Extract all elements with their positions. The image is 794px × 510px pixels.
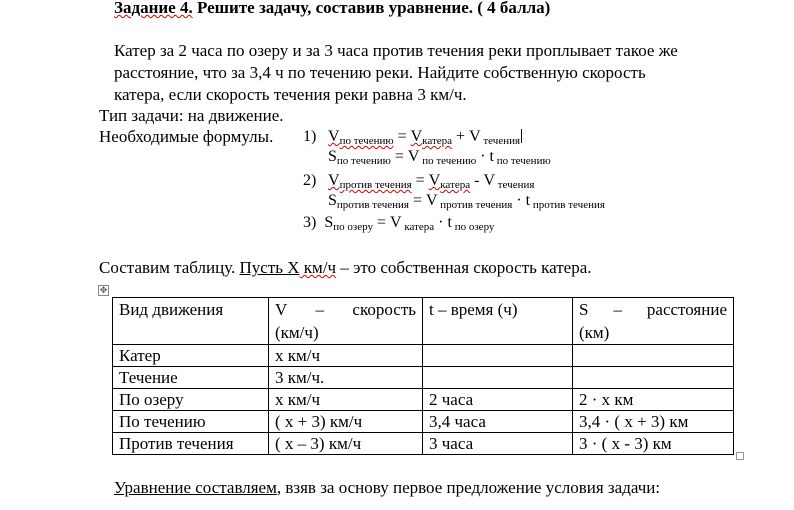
table-cell: Течение [113,367,269,389]
sub-current: течения [495,179,535,191]
sub-against-current: против течения [437,199,513,211]
table-row [113,433,734,455]
table-cell: 3,4 часа [423,411,573,433]
var-s: S [328,192,337,209]
var-t: t [525,192,531,209]
table-cell: По течению [113,411,269,433]
var-v: V [410,128,423,145]
header-distance-word: расстояние [646,300,727,319]
minus: - [470,172,484,189]
table-resize-handle[interactable] [736,452,744,460]
formula-1a [303,128,522,146]
table-intro [99,258,592,278]
var-v: V [425,192,438,209]
table-move-handle-icon[interactable]: ✥ [99,285,108,295]
table-intro-a: Составим таблицу. [99,258,240,277]
var-t: t [489,148,494,165]
formula-2b [328,192,605,210]
formula-1b [328,148,551,166]
formula-1-number: 1) [303,128,317,145]
table-cell: ( х + 3) км/ч [269,411,423,433]
var-s: S [328,148,337,165]
problem-text [114,40,730,106]
var-t: t [447,214,452,231]
task-type: Тип задачи: на движение. [99,106,284,125]
var-v: V [328,172,340,189]
footer-text [114,478,660,498]
sub-by-current: по течению [336,155,391,167]
var-v: V [483,172,495,189]
header-motion-type: Вид движения [113,298,269,345]
sub-boat: катера [401,221,435,233]
sub-boat: катера [440,179,471,191]
var-v: V [390,214,402,231]
table-cell: По озеру [113,389,269,411]
table-cell: 3,4 · ( х + 3) км [573,411,734,433]
sub-by-current: по течению [419,155,477,167]
problem-line-3: катера, если скорость течения реки равна 3 км/ч. [114,85,467,104]
formula-2-number: 2) [303,172,317,189]
table-header-row [113,298,734,345]
header-distance-unit: (км) [579,323,610,342]
header-speed-v: V [275,300,288,319]
equals: = [393,128,411,145]
table-cell [573,367,734,389]
sub-against-current: против течения [530,199,605,211]
header-distance [573,298,734,345]
sub-against-current: против течения [336,199,409,211]
header-distance-dash: – [613,300,622,319]
formula-2a [303,172,534,190]
footer-underlined: Уравнение составляем [114,478,277,497]
var-v: V [428,172,441,189]
equals: = [408,192,426,209]
header-speed-word: скорость [352,300,416,319]
header-time: t – время (ч) [423,298,573,345]
sub-by-current: по течению [493,155,551,167]
table-cell: 3 · ( х - 3) км [573,433,734,455]
table-intro-rest: – это собственная скорость катера. [336,258,592,277]
motion-table [112,297,734,455]
equals: = [411,172,429,189]
text-cursor [521,129,522,143]
var-s: S [324,214,334,231]
sub-against-current: против течения [339,179,412,191]
problem-line-1: Катер за 2 часа по озеру и за 3 часа против течения реки проплывает такое же [114,41,678,60]
table-cell: Против течения [113,433,269,455]
table-cell: х км/ч [269,345,423,367]
table-cell: 3 часа [423,433,573,455]
table-intro-let-x: Пусть Х [239,258,300,277]
table-cell: Катер [113,345,269,367]
task-title-text: Решите задачу, составив уравнение. ( 4 балла) [192,0,551,17]
var-v: V [328,128,340,145]
sub-boat: катера [422,135,453,147]
table-cell: 3 км/ч. [269,367,423,389]
equals: = [390,148,408,165]
sub-lake: по озеру [333,221,373,233]
table-row [113,411,734,433]
dot: · [512,192,526,209]
table-cell: 2 часа [423,389,573,411]
problem-line-2: расстояние, что за 3,4 ч по течению реки. Найдите собственную скорость [114,63,646,82]
sub-by-current: по течению [339,135,394,147]
sub-current: течения [480,135,521,147]
table-row [113,389,734,411]
table-cell: 2 · х км [573,389,734,411]
table-row [113,345,734,367]
table-cell [423,345,573,367]
var-v: V [407,148,420,165]
var-v: V [469,128,481,145]
equals: = [372,214,390,231]
table-cell: х км/ч [269,389,423,411]
dot: · [476,148,490,165]
table-intro-unit: км/ч [299,258,337,277]
task-number: Задание 4. [114,0,193,17]
sub-lake: по озеру [451,221,495,233]
header-distance-s: S [579,300,589,319]
dot: · [434,214,448,231]
formulas-label: Необходимые формулы. [99,127,274,146]
task-title [114,0,550,18]
table-cell: ( х – 3) км/ч [269,433,423,455]
plus: + [452,128,470,145]
formula-3 [303,214,494,232]
table-row [113,367,734,389]
header-speed-unit: (км/ч) [275,323,319,342]
formula-3-number: 3) [303,214,317,231]
table-cell [423,367,573,389]
footer-rest: , взяв за основу первое предложение условия задачи: [276,478,661,497]
header-speed-dash: – [315,300,325,319]
table-cell [573,345,734,367]
header-speed [269,298,423,345]
